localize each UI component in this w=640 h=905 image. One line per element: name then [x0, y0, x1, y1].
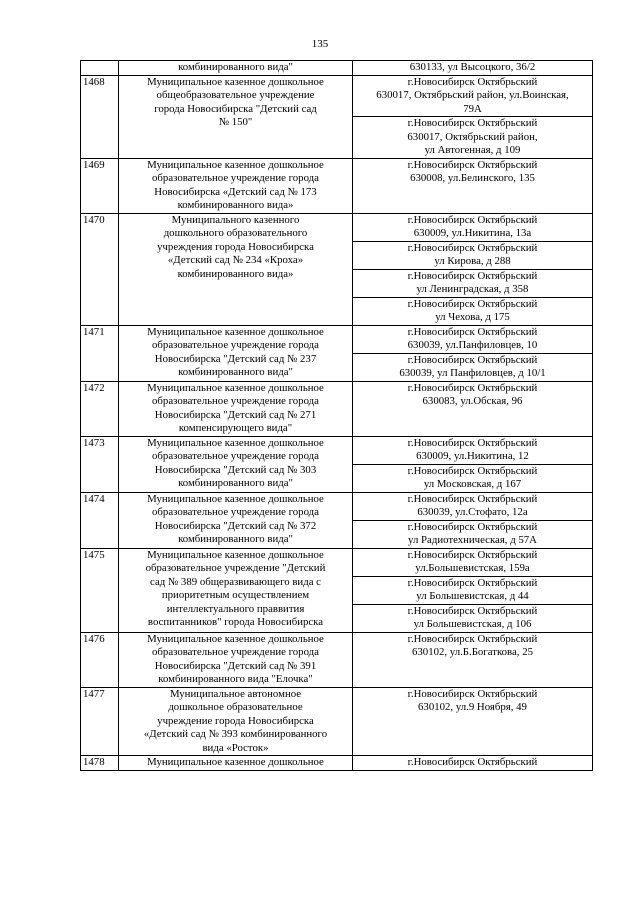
address-line: г.Новосибирск Октябрьский — [407, 75, 538, 88]
address — [353, 576, 593, 604]
organization-name — [119, 756, 353, 771]
organization-name-line: вида «Росток» — [202, 741, 269, 754]
address-line: г.Новосибирск Октябрьский — [407, 604, 538, 617]
organization-name-line: образовательное учреждение города — [152, 646, 319, 658]
address — [353, 75, 593, 117]
organization-name — [119, 75, 353, 158]
organization-name-line: Новосибирска "Детский сад № 237 — [154, 352, 317, 365]
organization-name-line: Муниципального казенного — [171, 213, 300, 226]
organization-name-line: компенсирующего вида" — [178, 422, 293, 434]
organization-name-line: Новосибирска "Детский сад № 303 — [154, 463, 317, 476]
page-number: 135 — [311, 38, 329, 50]
organization-name-line: воспитанников" города Новосибирска — [147, 616, 324, 628]
address — [353, 297, 593, 325]
organization-name-line: «Детский сад № 234 «Кроха» — [167, 254, 304, 266]
institutions-table-body — [81, 61, 593, 771]
organization-name-line: комбинированного вида" — [178, 477, 293, 489]
table-row — [81, 325, 593, 353]
table-row — [81, 756, 593, 771]
address-line: ул Радиотехническая, д 57А — [408, 534, 537, 546]
organization-name-line: сад № 389 общеразвивающего вида с — [150, 575, 321, 588]
organization-name-line: города Новосибирска "Детский сад — [154, 102, 317, 115]
address — [353, 548, 593, 576]
organization-name — [119, 61, 353, 76]
address-line: 630039, ул.Панфиловцев, 10 — [407, 339, 538, 351]
table-row — [81, 632, 593, 687]
address-line: г.Новосибирск Октябрьский — [407, 436, 538, 449]
address-line: г.Новосибирск Октябрьский — [407, 353, 538, 366]
row-number: 1476 — [81, 632, 119, 687]
address-line: г.Новосибирск Октябрьский — [407, 117, 538, 129]
address — [353, 520, 593, 548]
institutions-table — [80, 60, 593, 771]
organization-name-line: № 150" — [218, 116, 253, 128]
organization-name-line: Новосибирска "Детский сад № 271 — [154, 408, 317, 421]
organization-name-line: комбинированного вида» — [177, 199, 294, 211]
address — [353, 632, 593, 687]
table-row — [81, 548, 593, 576]
row-number: 1472 — [81, 381, 119, 436]
address-line: ул Ленинградская, д 358 — [416, 283, 529, 295]
address-line: г.Новосибирск Октябрьский — [407, 158, 538, 171]
organization-name — [119, 158, 353, 213]
address — [353, 353, 593, 381]
organization-name-line: комбинированного вида" — [178, 366, 293, 378]
address — [353, 61, 593, 76]
address — [353, 269, 593, 297]
address-line: г.Новосибирск Октябрьский — [407, 576, 538, 589]
organization-name — [119, 436, 353, 492]
address-line: ул Автогенная, д 109 — [424, 144, 521, 156]
address-line: 630039, ул Панфиловцев, д 10/1 — [399, 367, 546, 379]
organization-name-line: Новосибирска "Детский сад № 372 — [154, 519, 317, 532]
organization-name — [119, 213, 353, 325]
address — [353, 436, 593, 464]
address — [353, 381, 593, 436]
organization-name — [119, 632, 353, 687]
address-line: 630133, ул Высоцкого, 36/2 — [409, 61, 536, 73]
organization-name-line: образовательное учреждение города — [152, 506, 319, 518]
organization-name-line: Муниципальное казенное дошкольное — [147, 381, 324, 394]
address-line: ул.Большевистская, 159а — [415, 562, 530, 574]
organization-name — [119, 492, 353, 548]
address-line: г.Новосибирск Октябрьский — [407, 548, 538, 561]
address — [353, 158, 593, 213]
address-line: 630009, ул.Никитина, 12 — [416, 450, 529, 462]
address-line: ул Кирова, д 288 — [434, 255, 511, 267]
address-line: г.Новосибирск Октябрьский — [407, 632, 538, 645]
address-line: г.Новосибирск Октябрьский — [407, 325, 538, 338]
address-line: г.Новосибирск Октябрьский — [407, 269, 538, 282]
address-line: 630017, Октябрьский район, ул.Воинская, — [376, 89, 569, 101]
address-line: 630102, ул.Б.Богаткова, 25 — [412, 646, 533, 658]
row-number: 1473 — [81, 436, 119, 492]
address-line: 630102, ул.9 Ноября, 49 — [418, 701, 527, 713]
address — [353, 492, 593, 520]
row-number: 1475 — [81, 548, 119, 632]
organization-name-line: Муниципальное казенное дошкольное — [147, 632, 324, 645]
row-number: 1474 — [81, 492, 119, 548]
address-line: 630017, Октябрьский район, — [407, 130, 538, 143]
organization-name-line: образовательное учреждение города — [152, 172, 319, 184]
organization-name-line: учреждение города Новосибирска — [157, 714, 314, 727]
organization-name — [119, 325, 353, 381]
address-line: ул Московская, д 167 — [423, 478, 522, 490]
organization-name-line: приоритетным осуществлением — [161, 589, 310, 601]
table-row — [81, 158, 593, 213]
table-row — [81, 687, 593, 756]
organization-name-line: комбинированного вида" — [178, 533, 293, 545]
organization-name-line: Новосибирска "Детский сад № 391 — [154, 659, 317, 672]
organization-name-line: Муниципальное казенное дошкольное — [147, 756, 324, 768]
table-row — [81, 436, 593, 464]
address-line: г.Новосибирск Октябрьский — [407, 381, 538, 394]
address-line: ул Большевистская, д 44 — [416, 590, 529, 602]
address — [353, 241, 593, 269]
row-number — [81, 61, 119, 76]
address-line: 630009, ул.Никитина, 13а — [413, 227, 532, 239]
address — [353, 687, 593, 756]
organization-name-line: Муниципальное казенное дошкольное — [147, 75, 324, 88]
organization-name-line: общеобразовательное учреждение — [156, 89, 315, 101]
address — [353, 325, 593, 353]
organization-name-line: Муниципальное казенное дошкольное — [147, 436, 324, 449]
organization-name-line: комбинированного вида" — [178, 61, 293, 73]
organization-name-line: Муниципальное казенное дошкольное — [147, 492, 324, 505]
row-number: 1469 — [81, 158, 119, 213]
address-line: г.Новосибирск Октябрьский — [407, 492, 538, 505]
organization-name-line: образовательное учреждение города — [152, 450, 319, 462]
address — [353, 756, 593, 771]
address-line: ул Большевистская, д 106 — [413, 618, 532, 630]
organization-name-line: Муниципальное казенное дошкольное — [147, 325, 324, 338]
organization-name-line: Новосибирска «Детский сад № 173 — [154, 185, 317, 198]
address-line: 79А — [463, 102, 482, 115]
row-number: 1470 — [81, 213, 119, 325]
organization-name-line: Муниципальное казенное дошкольное — [147, 548, 324, 561]
address-line: г.Новосибирск Октябрьский — [407, 756, 538, 768]
row-number: 1471 — [81, 325, 119, 381]
row-number: 1468 — [81, 75, 119, 158]
address — [353, 604, 593, 632]
organization-name-line: Муниципальное автономное — [169, 687, 302, 700]
organization-name — [119, 548, 353, 632]
address-line: г.Новосибирск Октябрьский — [407, 464, 538, 477]
organization-name — [119, 381, 353, 436]
address-line: 630039, ул.Стофато, 12а — [417, 506, 528, 518]
organization-name-line: дошкольного образовательного — [163, 227, 308, 239]
table-row — [81, 381, 593, 436]
organization-name-line: Муниципальное казенное дошкольное — [147, 158, 324, 171]
address — [353, 464, 593, 492]
address-line: г.Новосибирск Октябрьский — [407, 520, 538, 533]
address-line: г.Новосибирск Октябрьский — [407, 297, 538, 310]
organization-name-line: комбинированного вида "Елочка" — [158, 673, 313, 685]
address-line: г.Новосибирск Октябрьский — [407, 241, 538, 254]
address-line: г.Новосибирск Октябрьский — [407, 213, 538, 226]
organization-name-line: образовательное учреждение города — [152, 395, 319, 407]
organization-name-line: учреждения города Новосибирска — [157, 240, 314, 253]
address-line: г.Новосибирск Октябрьский — [407, 687, 538, 700]
address-line: ул Чехова, д 175 — [435, 311, 510, 323]
organization-name-line: интеллектуального праввития — [166, 602, 305, 615]
organization-name — [119, 687, 353, 756]
table-row — [81, 213, 593, 241]
address-line: 630008, ул.Белинского, 135 — [410, 172, 535, 184]
table-row — [81, 75, 593, 117]
row-number: 1478 — [81, 756, 119, 771]
organization-name-line: образовательное учреждение "Детский — [145, 562, 326, 574]
organization-name-line: образовательное учреждение города — [152, 339, 319, 351]
address — [353, 117, 593, 159]
row-number: 1477 — [81, 687, 119, 756]
address-line: 630083, ул.Обская, 96 — [422, 395, 523, 407]
organization-name-line: комбинированного вида» — [177, 267, 294, 280]
organization-name-line: «Детский сад № 393 комбинированного — [143, 728, 328, 740]
organization-name-line: дошкольное образовательное — [168, 701, 303, 713]
table-row — [81, 61, 593, 76]
address — [353, 213, 593, 241]
table-row — [81, 492, 593, 520]
